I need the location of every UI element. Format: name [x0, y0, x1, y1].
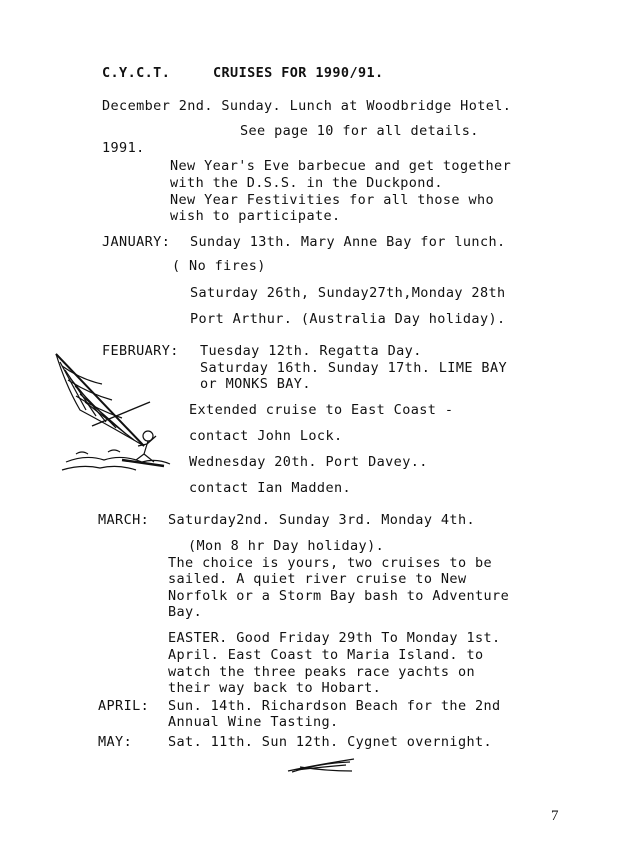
february-line-3: or MONKS BAY.: [200, 376, 311, 392]
easter-line-1: EASTER. Good Friday 29th To Monday 1st.: [168, 630, 501, 646]
windsurfer-icon: [52, 350, 174, 475]
easter-line-4: their way back to Hobart.: [168, 680, 382, 696]
april-label: APRIL:: [98, 698, 150, 714]
page-number: 7: [551, 808, 559, 824]
february-line-6: Wednesday 20th. Port Davey..: [189, 454, 428, 470]
year-label: 1991.: [102, 140, 145, 156]
march-line-1: Saturday2nd. Sunday 3rd. Monday 4th.: [168, 512, 475, 528]
march-line-2: (Mon 8 hr Day holiday).: [188, 538, 385, 554]
new-year-line-1: New Year's Eve barbecue and get together: [170, 158, 512, 174]
january-line-3: Saturday 26th, Sunday27th,Monday 28th: [190, 285, 506, 301]
december-details: See page 10 for all details.: [240, 123, 479, 139]
january-line-4: Port Arthur. (Australia Day holiday).: [190, 311, 506, 327]
february-line-1: Tuesday 12th. Regatta Day.: [200, 343, 422, 359]
april-line-2: Annual Wine Tasting.: [168, 714, 339, 730]
easter-line-3: watch the three peaks race yachts on: [168, 664, 475, 680]
may-line-1: Sat. 11th. Sun 12th. Cygnet overnight.: [168, 734, 493, 750]
new-year-line-3: New Year Festivities for all those who: [170, 192, 495, 208]
january-line-2: ( No fires): [172, 258, 266, 274]
new-year-line-2: with the D.S.S. in the Duckpond.: [170, 175, 443, 191]
march-line-4: sailed. A quiet river cruise to New: [168, 571, 467, 587]
may-label: MAY:: [98, 734, 133, 750]
february-line-2: Saturday 16th. Sunday 17th. LIME BAY: [200, 360, 507, 376]
new-year-line-4: wish to participate.: [170, 208, 341, 224]
page-title: CRUISES FOR 1990/91.: [213, 65, 384, 81]
january-line-1: Sunday 13th. Mary Anne Bay for lunch.: [190, 234, 506, 250]
org-name: C.Y.C.T.: [102, 65, 171, 81]
february-label: FEBRUARY:: [102, 343, 179, 359]
february-line-5: contact John Lock.: [189, 428, 343, 444]
march-line-6: Bay.: [168, 604, 203, 620]
february-line-4: Extended cruise to East Coast -: [189, 402, 454, 418]
march-line-3: The choice is yours, two cruises to be: [168, 555, 493, 571]
march-label: MARCH:: [98, 512, 150, 528]
flourish-icon: [286, 757, 356, 775]
february-line-7: contact Ian Madden.: [189, 480, 352, 496]
march-line-5: Norfolk or a Storm Bay bash to Adventure: [168, 588, 510, 604]
december-line: December 2nd. Sunday. Lunch at Woodbridge Hotel.: [102, 98, 512, 114]
january-label: JANUARY:: [102, 234, 171, 250]
easter-line-2: April. East Coast to Maria Island. to: [168, 647, 484, 663]
april-line-1: Sun. 14th. Richardson Beach for the 2nd: [168, 698, 501, 714]
